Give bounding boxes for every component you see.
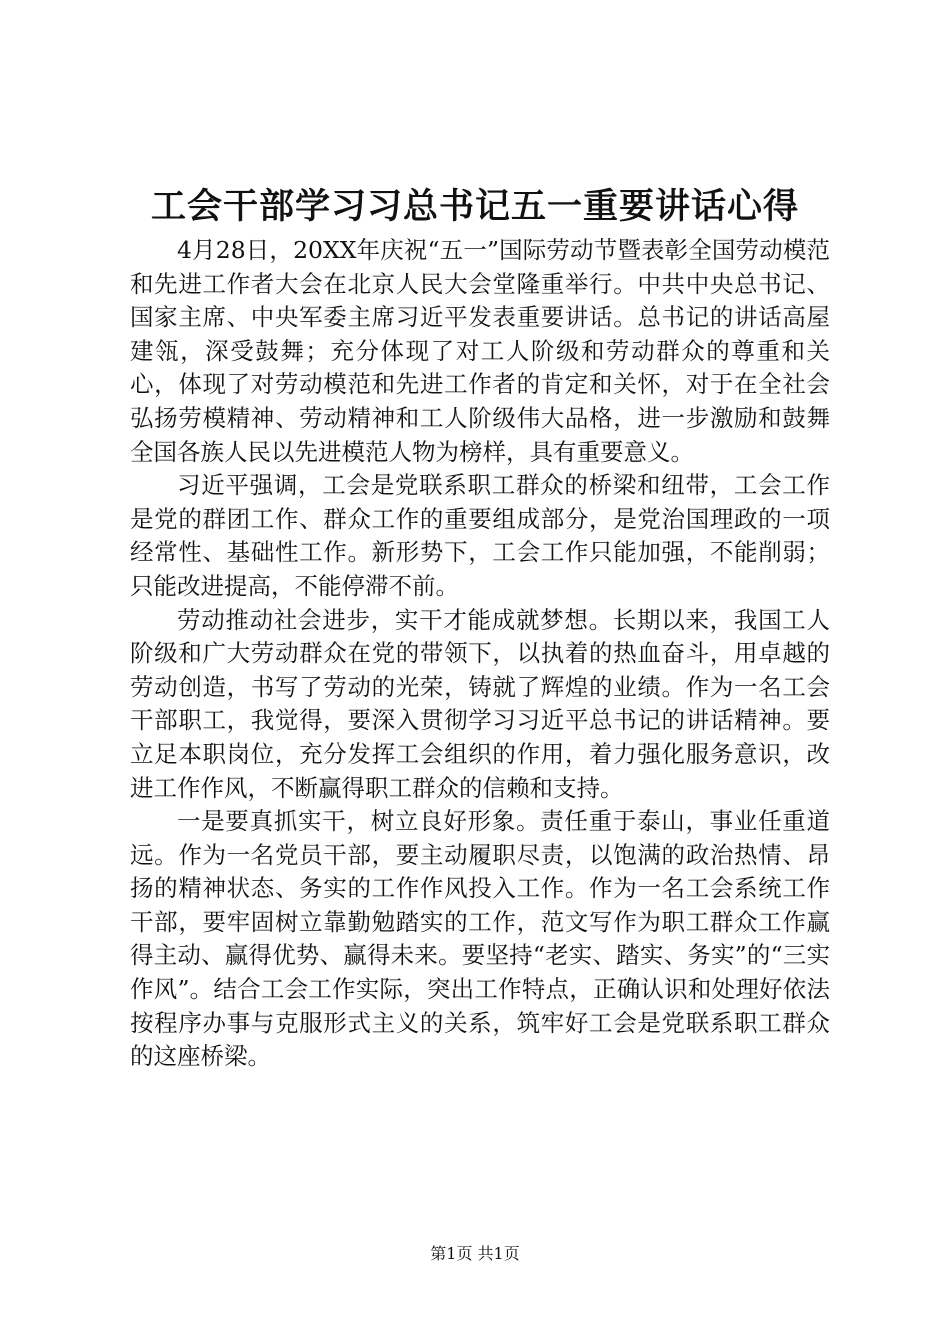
paragraph-1: 4月28日，20XX年庆祝“五一”国际劳动节暨表彰全国劳动模范和先进工作者大会在北京人民大会堂隆重举行。中共中央总书记、国家主席、中央军委主席习近平发表重要讲话。总书记的讲话高屋建瓴，深受鼓舞；充分体现了对工人阶级和劳动群众的尊重和关心，体现了对劳动模范和先进工作者的肯定和关怀，对于在全社会弘扬劳模精神、劳动精神和工人阶级伟大品格，进一步激励和鼓舞全国各族人民以先进模范人物为榜样，具有重要意义。 [130,236,830,466]
paragraph-4: 一是要真抓实干，树立良好形象。责任重于泰山，事业任重道远。作为一名党员干部，要主动履职尽责，以饱满的政治热情、昂扬的精神状态、务实的工作作风投入工作。作为一名工会系统工作干部，要牢固树立靠勤勉踏实的工作，范文写作为职工群众工作赢得主动、赢得优势、赢得未来。要坚持“老实、踏实、务实”的“三实作风”。结合工会工作实际，突出工作特点，正确认识和处理好依法按程序办事与克服形式主义的关系，筑牢好工会是党联系职工群众的这座桥梁。 [130,807,830,1071]
paragraph-2: 习近平强调，工会是党联系职工群众的桥梁和纽带，工会工作是党的群团工作、群众工作的重要组成部分，是党治国理政的一项经常性、基础性工作。新形势下，工会工作只能加强，不能削弱；只能改进提高，不能停滞不前。 [130,471,830,600]
document-title: 工会干部学习习总书记五一重要讲话心得 [150,186,799,227]
page-number: 第1页 共1页 [430,1244,520,1263]
document-body [130,234,830,1074]
paragraph-3: 劳动推动社会进步，实干才能成就梦想。长期以来，我国工人阶级和广大劳动群众在党的带领下，以执着的热血奋斗，用卓越的劳动创造，书写了劳动的光荣，铸就了辉煌的业绩。作为一名工会干部职工，我觉得，要深入贯彻学习习近平总书记的讲话精神。要立足本职岗位，充分发挥工会组织的作用，着力强化服务意识，改进工作作风，不断赢得职工群众的信赖和支持。 [130,605,830,802]
